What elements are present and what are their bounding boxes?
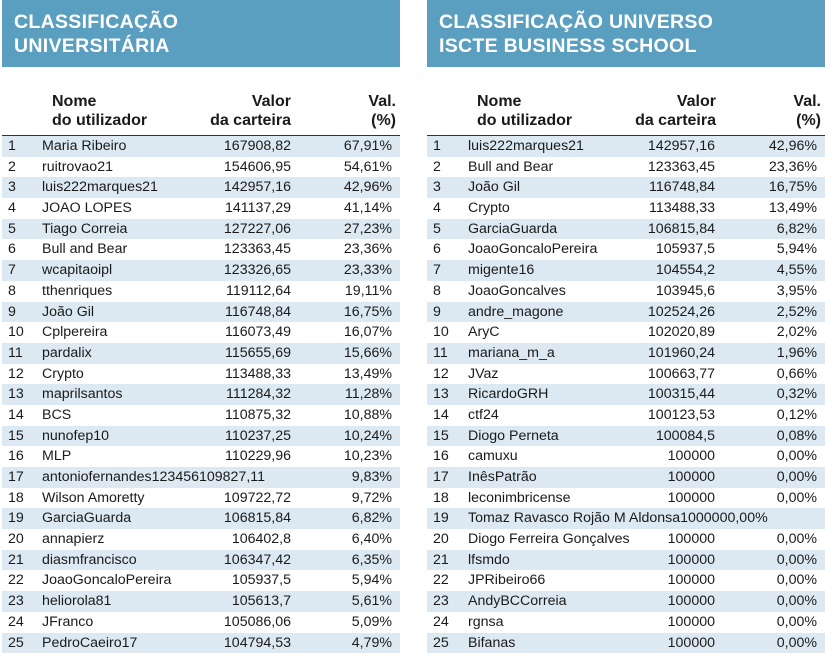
portfolio-value-cell: 106402,8 — [231, 531, 291, 548]
username-cell: Crypto — [468, 200, 510, 217]
username-cell: AryC — [468, 324, 500, 341]
portfolio-value-cell: 123363,45 — [647, 158, 715, 175]
percent-change-cell: 3,95% — [776, 282, 817, 299]
username-cell: Bifanas — [468, 634, 516, 651]
percent-change-cell: 9,72% — [351, 489, 392, 506]
username-cell: Cplpereira — [42, 324, 108, 341]
username-cell: Bull and Bear — [42, 241, 128, 258]
table-row — [427, 488, 825, 509]
table-row — [427, 281, 825, 302]
table-row — [2, 508, 400, 529]
username-cell: BCS — [42, 406, 72, 423]
percent-change-cell: 0,00% — [776, 448, 817, 465]
percent-change-cell: 10,88% — [343, 406, 392, 423]
rank-cell: 17 — [433, 469, 449, 485]
rank-cell: 18 — [8, 489, 24, 506]
table-row — [2, 198, 400, 219]
portfolio-value-cell: 116748,84 — [648, 179, 715, 196]
rank-cell: 2 — [433, 158, 441, 175]
percent-change-cell: 10,23% — [343, 448, 392, 465]
rank-cell: 1 — [433, 138, 441, 154]
rank-cell: 15 — [433, 427, 449, 444]
username-cell: mariana_m_a — [468, 344, 555, 361]
percent-change-cell: 1,96% — [776, 344, 817, 361]
percent-change-cell: 54,61% — [343, 158, 392, 175]
percent-change-cell: 5,94% — [776, 241, 817, 258]
percent-change-cell: 0,08% — [776, 427, 817, 444]
rank-cell: 14 — [433, 406, 449, 423]
rank-cell: 24 — [8, 613, 24, 630]
rank-cell: 12 — [8, 365, 24, 382]
username-cell: leconimbricense — [468, 489, 571, 506]
rank-cell: 14 — [8, 406, 24, 423]
table-row — [427, 570, 825, 591]
rank-cell: 18 — [433, 489, 449, 506]
username-cell: PedroCaeiro17 — [42, 634, 138, 651]
portfolio-value-cell: 103945,6 — [655, 282, 715, 299]
table-row — [2, 364, 400, 385]
rank-cell: 8 — [8, 282, 16, 299]
rank-cell: 20 — [433, 531, 449, 548]
rank-cell: 13 — [8, 386, 24, 403]
percent-change-cell: 5,61% — [351, 593, 392, 610]
username-cell: JoaoGoncaloPereira — [468, 241, 598, 258]
table-row — [427, 405, 825, 426]
username-cell: João Gil — [468, 179, 521, 196]
rank-cell: 11 — [8, 344, 23, 361]
table-row — [2, 591, 400, 612]
rank-cell: 25 — [433, 634, 449, 651]
portfolio-value-cell: 110875,32 — [224, 406, 291, 423]
rank-cell: 21 — [433, 551, 449, 568]
table-row — [2, 260, 400, 281]
portfolio-value-cell: 123363,45 — [223, 241, 291, 258]
percent-change-cell: 41,14% — [343, 200, 392, 217]
username-cell: wcapitaoipl — [42, 262, 113, 279]
portfolio-value-cell: 110237,25 — [224, 427, 291, 444]
portfolio-value-cell: 100000 — [667, 531, 715, 548]
percent-change-cell: 4,55% — [776, 262, 817, 279]
table-row — [2, 302, 400, 323]
portfolio-value-cell: 142957,16 — [223, 179, 291, 196]
table-row — [2, 343, 400, 364]
table-row — [2, 405, 400, 426]
column-headers — [427, 67, 825, 135]
rank-cell: 22 — [8, 572, 24, 589]
username-cell: Maria Ribeiro — [42, 138, 127, 154]
username-cell: lfsmdo — [468, 551, 510, 568]
username-cell: antoniofernandes123456109827,11 — [42, 469, 266, 485]
portfolio-value-cell: 102524,26 — [647, 303, 715, 320]
username-cell: JPRibeiro66 — [468, 572, 546, 589]
username-cell: heliorola81 — [42, 593, 112, 610]
username-cell: Wilson Amoretty — [42, 489, 145, 506]
table-row — [427, 612, 825, 633]
rank-cell: 12 — [433, 365, 449, 382]
percent-change-cell: 16,07% — [343, 324, 392, 341]
rank-cell: 24 — [433, 613, 449, 630]
portfolio-value-cell: 101960,24 — [647, 344, 715, 361]
table-row — [427, 364, 825, 385]
percent-change-cell: 0,00% — [776, 634, 817, 651]
rank-cell: 9 — [433, 303, 441, 320]
portfolio-value-cell: 106815,84 — [223, 510, 291, 527]
portfolio-value-cell: 105086,06 — [223, 613, 291, 630]
column-headers — [2, 67, 400, 135]
table-row — [427, 239, 825, 260]
table-title-line-1: CLASSIFICAÇÃO UNIVERSO — [439, 11, 714, 33]
table-row — [2, 426, 400, 447]
rank-cell: 23 — [8, 593, 24, 610]
percent-change-cell: 6,40% — [351, 531, 392, 548]
portfolio-value-cell: 100000 — [667, 551, 715, 568]
percent-change-cell: 6,82% — [776, 220, 817, 237]
table-row — [427, 157, 825, 178]
table-row — [427, 322, 825, 343]
username-cell: InêsPatrão — [468, 469, 537, 485]
username-cell: Diogo Perneta — [468, 427, 559, 444]
table-row — [427, 508, 825, 529]
percent-change-cell: 2,02% — [776, 324, 817, 341]
portfolio-value-cell: 100123,53 — [647, 406, 715, 423]
percent-change-cell: 0,00% — [776, 469, 817, 485]
percent-change-cell: 0,12% — [776, 406, 817, 423]
username-cell: maprilsantos — [42, 386, 123, 403]
percent-change-cell: 27,23% — [343, 220, 392, 237]
portfolio-value-cell: 116073,49 — [224, 324, 291, 341]
table-body — [427, 136, 825, 653]
portfolio-value-cell: 100000 — [667, 469, 715, 485]
username-cell: Diogo Ferreira Gonçalves — [468, 531, 630, 548]
percent-change-cell: 23,36% — [343, 241, 392, 258]
percent-change-cell: 23,33% — [343, 262, 392, 279]
portfolio-value-cell: 100315,44 — [647, 386, 715, 403]
rank-cell: 13 — [433, 386, 449, 403]
portfolio-value-cell: 100663,77 — [647, 365, 715, 382]
percent-change-cell: 9,83% — [351, 469, 392, 485]
percent-change-cell: 13,49% — [768, 200, 817, 217]
username-cell: nunofep10 — [42, 427, 110, 444]
table-row — [427, 260, 825, 281]
portfolio-value-cell: 115655,69 — [224, 344, 291, 361]
portfolio-value-cell: 105613,7 — [231, 593, 291, 610]
table-row — [2, 239, 400, 260]
portfolio-value-cell: 105937,5 — [655, 241, 715, 258]
table-row — [2, 488, 400, 509]
table-row — [2, 633, 400, 653]
table-row — [427, 467, 825, 488]
percent-change-cell: 42,96% — [768, 138, 817, 154]
username-cell: ruitrovao21 — [42, 158, 113, 175]
username-cell: camuxu — [468, 448, 518, 465]
rank-cell: 3 — [433, 179, 441, 196]
percent-change-cell: 10,24% — [343, 427, 392, 444]
portfolio-value-cell: 100000 — [667, 613, 715, 630]
percent-change-cell: 15,66% — [343, 344, 392, 361]
table-row — [2, 446, 400, 467]
table-row — [427, 633, 825, 653]
rank-cell: 19 — [433, 510, 449, 527]
username-cell: annapierz — [42, 531, 105, 548]
rank-cell: 16 — [8, 448, 24, 465]
percent-change-cell: 19,11% — [344, 282, 392, 299]
username-cell: migente16 — [468, 262, 535, 279]
portfolio-value-cell: 116748,84 — [224, 303, 291, 320]
portfolio-value-cell: 104794,53 — [223, 634, 291, 651]
percent-change-cell: 2,52% — [776, 303, 817, 320]
username-cell: RicardoGRH — [468, 386, 549, 403]
portfolio-value-cell: 109722,72 — [223, 489, 291, 506]
username-cell: ctf24 — [468, 406, 499, 423]
table-row — [427, 302, 825, 323]
percent-change-cell: 0,00% — [776, 489, 817, 506]
rank-cell: 1 — [8, 138, 16, 154]
username-cell: João Gil — [42, 303, 95, 320]
table-row — [2, 136, 400, 157]
table-row — [427, 219, 825, 240]
portfolio-value-cell: 104554,2 — [655, 262, 715, 279]
percent-change-cell: 0,00% — [776, 593, 817, 610]
username-cell: JoaoGoncalves — [468, 282, 566, 299]
portfolio-value-cell: 110229,96 — [224, 448, 291, 465]
rank-cell: 21 — [8, 551, 24, 568]
rank-cell: 8 — [433, 282, 441, 299]
rank-cell: 19 — [8, 510, 24, 527]
table-row — [2, 384, 400, 405]
username-cell: MLP — [42, 448, 72, 465]
username-cell: AndyBCCorreia — [468, 593, 567, 610]
table-row — [427, 136, 825, 157]
username-cell: tthenriques — [42, 282, 113, 299]
username-cell: luis222marques21 — [468, 138, 584, 154]
username-cell: Bull and Bear — [468, 158, 554, 175]
table-row — [427, 384, 825, 405]
rank-cell: 4 — [8, 200, 16, 217]
portfolio-value-cell: 100000 — [667, 593, 715, 610]
percent-change-cell: 0,00% — [776, 572, 817, 589]
column-header-value: Valor da carteira — [210, 93, 291, 129]
portfolio-value-cell: 123326,65 — [223, 262, 291, 279]
ranking-table-iscte — [427, 0, 825, 653]
portfolio-value-cell: 100000 — [667, 572, 715, 589]
table-row — [427, 198, 825, 219]
rank-cell: 20 — [8, 531, 24, 548]
table-body — [2, 136, 400, 653]
percent-change-cell: 0,32% — [776, 386, 817, 403]
table-row — [2, 219, 400, 240]
portfolio-value-cell: 106815,84 — [647, 220, 715, 237]
percent-change-cell: 6,82% — [351, 510, 392, 527]
username-cell: JFranco — [42, 613, 94, 630]
portfolio-value-cell: 105937,5 — [231, 572, 291, 589]
table-row — [2, 467, 400, 488]
rank-cell: 15 — [8, 427, 24, 444]
table-row — [427, 177, 825, 198]
table-row — [2, 177, 400, 198]
portfolio-value-cell: 127227,06 — [223, 220, 291, 237]
rank-cell: 17 — [8, 469, 24, 485]
rank-cell: 10 — [433, 324, 449, 341]
column-header-percent: Val. (%) — [793, 93, 821, 129]
username-cell: diasmfrancisco — [42, 551, 137, 568]
rank-cell: 10 — [8, 324, 24, 341]
percent-change-cell: 5,94% — [351, 572, 392, 589]
table-title-banner — [427, 0, 825, 67]
username-cell: GarciaGuarda — [42, 510, 132, 527]
table-row — [427, 426, 825, 447]
column-header-value: Valor da carteira — [635, 93, 716, 129]
rank-cell: 6 — [433, 241, 441, 258]
username-cell: Tomaz Ravasco Rojão M Aldonsa1000000,00% — [468, 510, 768, 527]
table-row — [2, 157, 400, 178]
percent-change-cell: 42,96% — [343, 179, 392, 196]
percent-change-cell: 23,36% — [768, 158, 817, 175]
portfolio-value-cell: 100000 — [667, 489, 715, 506]
column-header-name: Nome do utilizador — [52, 93, 148, 129]
table-row — [427, 446, 825, 467]
table-title-line-1: CLASSIFICAÇÃO — [14, 11, 179, 33]
username-cell: Tiago Correia — [42, 220, 128, 237]
portfolio-value-cell: 142957,16 — [647, 138, 715, 154]
username-cell: andre_magone — [468, 303, 564, 320]
percent-change-cell: 4,79% — [351, 634, 392, 651]
rank-cell: 6 — [8, 241, 16, 258]
percent-change-cell: 13,49% — [343, 365, 392, 382]
rank-cell: 3 — [8, 179, 16, 196]
portfolio-value-cell: 102020,89 — [647, 324, 715, 341]
rank-cell: 25 — [8, 634, 24, 651]
table-row — [2, 570, 400, 591]
percent-change-cell: 16,75% — [343, 303, 392, 320]
table-row — [2, 612, 400, 633]
percent-change-cell: 0,00% — [776, 613, 817, 630]
username-cell: GarciaGuarda — [468, 220, 558, 237]
rank-cell: 5 — [8, 220, 16, 237]
percent-change-cell: 0,00% — [776, 531, 817, 548]
rank-cell: 23 — [433, 593, 449, 610]
column-header-percent: Val. (%) — [368, 93, 396, 129]
percent-change-cell: 67,91% — [343, 138, 392, 154]
rank-cell: 5 — [433, 220, 441, 237]
rank-cell: 7 — [433, 262, 441, 279]
table-row — [427, 591, 825, 612]
percent-change-cell: 16,75% — [768, 179, 817, 196]
rank-cell: 11 — [433, 344, 448, 361]
table-row — [2, 529, 400, 550]
ranking-table-university — [2, 0, 400, 653]
percent-change-cell: 0,00% — [776, 551, 817, 568]
table-row — [427, 343, 825, 364]
portfolio-value-cell: 113488,33 — [648, 200, 715, 217]
portfolio-value-cell: 154606,95 — [223, 158, 291, 175]
percent-change-cell: 5,09% — [351, 613, 392, 630]
column-header-name: Nome do utilizador — [477, 93, 573, 129]
table-title-banner — [2, 0, 400, 67]
table-row — [2, 550, 400, 571]
percent-change-cell: 0,66% — [776, 365, 817, 382]
rank-cell: 9 — [8, 303, 16, 320]
portfolio-value-cell: 106347,42 — [223, 551, 291, 568]
table-title-line-2: UNIVERSITÁRIA — [14, 35, 170, 57]
percent-change-cell: 11,28% — [344, 386, 392, 403]
table-title-line-2: ISCTE BUSINESS SCHOOL — [439, 35, 697, 57]
rank-cell: 4 — [433, 200, 441, 217]
portfolio-value-cell: 141137,29 — [224, 200, 291, 217]
rank-cell: 2 — [8, 158, 16, 175]
table-row — [2, 322, 400, 343]
percent-change-cell: 6,35% — [351, 551, 392, 568]
portfolio-value-cell: 119112,64 — [226, 282, 291, 299]
table-row — [2, 281, 400, 302]
portfolio-value-cell: 100000 — [667, 448, 715, 465]
username-cell: luis222marques21 — [42, 179, 158, 196]
portfolio-value-cell: 167908,82 — [223, 138, 291, 154]
rank-cell: 16 — [433, 448, 449, 465]
rank-cell: 7 — [8, 262, 16, 279]
username-cell: JoaoGoncaloPereira — [42, 572, 172, 589]
table-row — [427, 550, 825, 571]
username-cell: pardalix — [42, 344, 92, 361]
rank-cell: 22 — [433, 572, 449, 589]
username-cell: JVaz — [468, 365, 499, 382]
username-cell: rgnsa — [468, 613, 504, 630]
username-cell: Crypto — [42, 365, 84, 382]
username-cell: JOAO LOPES — [42, 200, 132, 217]
portfolio-value-cell: 111284,32 — [226, 386, 291, 403]
portfolio-value-cell: 113488,33 — [224, 365, 291, 382]
portfolio-value-cell: 100000 — [667, 634, 715, 651]
portfolio-value-cell: 100084,5 — [655, 427, 715, 444]
table-row — [427, 529, 825, 550]
